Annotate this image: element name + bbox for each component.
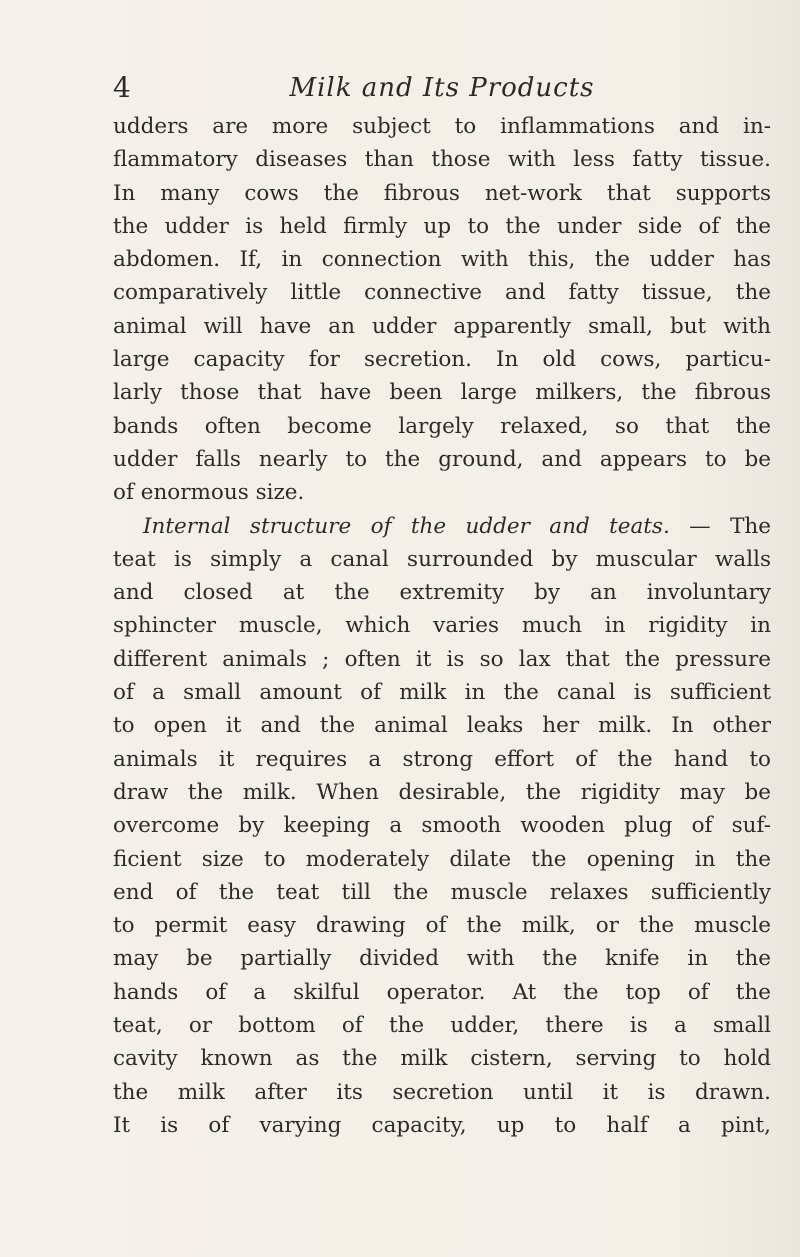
section-heading: Internal structure of the udder and teats. — [143, 513, 670, 539]
text-line: the udder is held firmly up to the under side of the — [113, 213, 771, 239]
text-line: draw the milk. When desirable, the rigidity may be — [113, 779, 771, 805]
page-header — [113, 68, 771, 108]
text-line: the milk after its secretion until it is drawn. — [113, 1079, 771, 1105]
text-line: ficient size to moderately dilate the opening in the — [113, 846, 771, 872]
text-line: of enormous size. — [113, 480, 305, 506]
body-text — [113, 110, 771, 1142]
text-line: abdomen. If, in connection with this, the udder has — [113, 247, 771, 273]
section-heading-dash: — The — [669, 513, 771, 539]
text-line: teat, or bottom of the udder, there is a small — [113, 1013, 771, 1039]
text-line: animals it requires a strong effort of the hand to — [113, 746, 771, 772]
text-line: hands of a skilful operator. At the top of the — [113, 979, 771, 1005]
text-line: to open it and the animal leaks her milk. In other — [113, 713, 771, 739]
text-line: to permit easy drawing of the milk, or the muscle — [113, 913, 771, 939]
text-line: flammatory diseases than those with less fatty tissue. — [113, 147, 771, 173]
text-line: teat is simply a canal surrounded by muscular walls — [113, 546, 771, 572]
text-line: udders are more subject to inflammations and in- — [113, 114, 771, 139]
text-line: bands often become largely relaxed, so that the — [113, 413, 771, 439]
text-line: sphincter muscle, which varies much in rigidity in — [113, 613, 771, 639]
text-line: end of the teat till the muscle relaxes sufficiently — [113, 879, 771, 905]
running-title: Milk and Its Products — [289, 73, 595, 103]
text-line: animal will have an udder apparently small, but with — [113, 313, 771, 339]
text-line: of a small amount of milk in the canal is sufficient — [113, 680, 771, 706]
text-line: udder falls nearly to the ground, and appears to be — [113, 446, 771, 472]
text-line: and closed at the extremity by an involuntary — [113, 580, 771, 606]
text-line: cavity known as the milk cistern, serving to hold — [113, 1046, 771, 1072]
section-heading-line — [113, 510, 771, 543]
text-line: may be partially divided with the knife in the — [113, 946, 771, 972]
text-line: larly those that have been large milkers, the fibrous — [113, 380, 771, 406]
text-line: large capacity for secretion. In old cows, particu- — [113, 347, 771, 373]
text-line: overcome by keeping a smooth wooden plug of suf- — [113, 813, 771, 839]
text-line: It is of varying capacity, up to half a pint, — [113, 1112, 771, 1138]
page-number: 4 — [113, 71, 131, 104]
text-line: comparatively little connective and fatty tissue, the — [113, 280, 771, 306]
text-line: different animals ; often it is so lax that the pressure — [113, 646, 771, 672]
text-line: In many cows the fibrous net-work that supports — [113, 180, 771, 206]
